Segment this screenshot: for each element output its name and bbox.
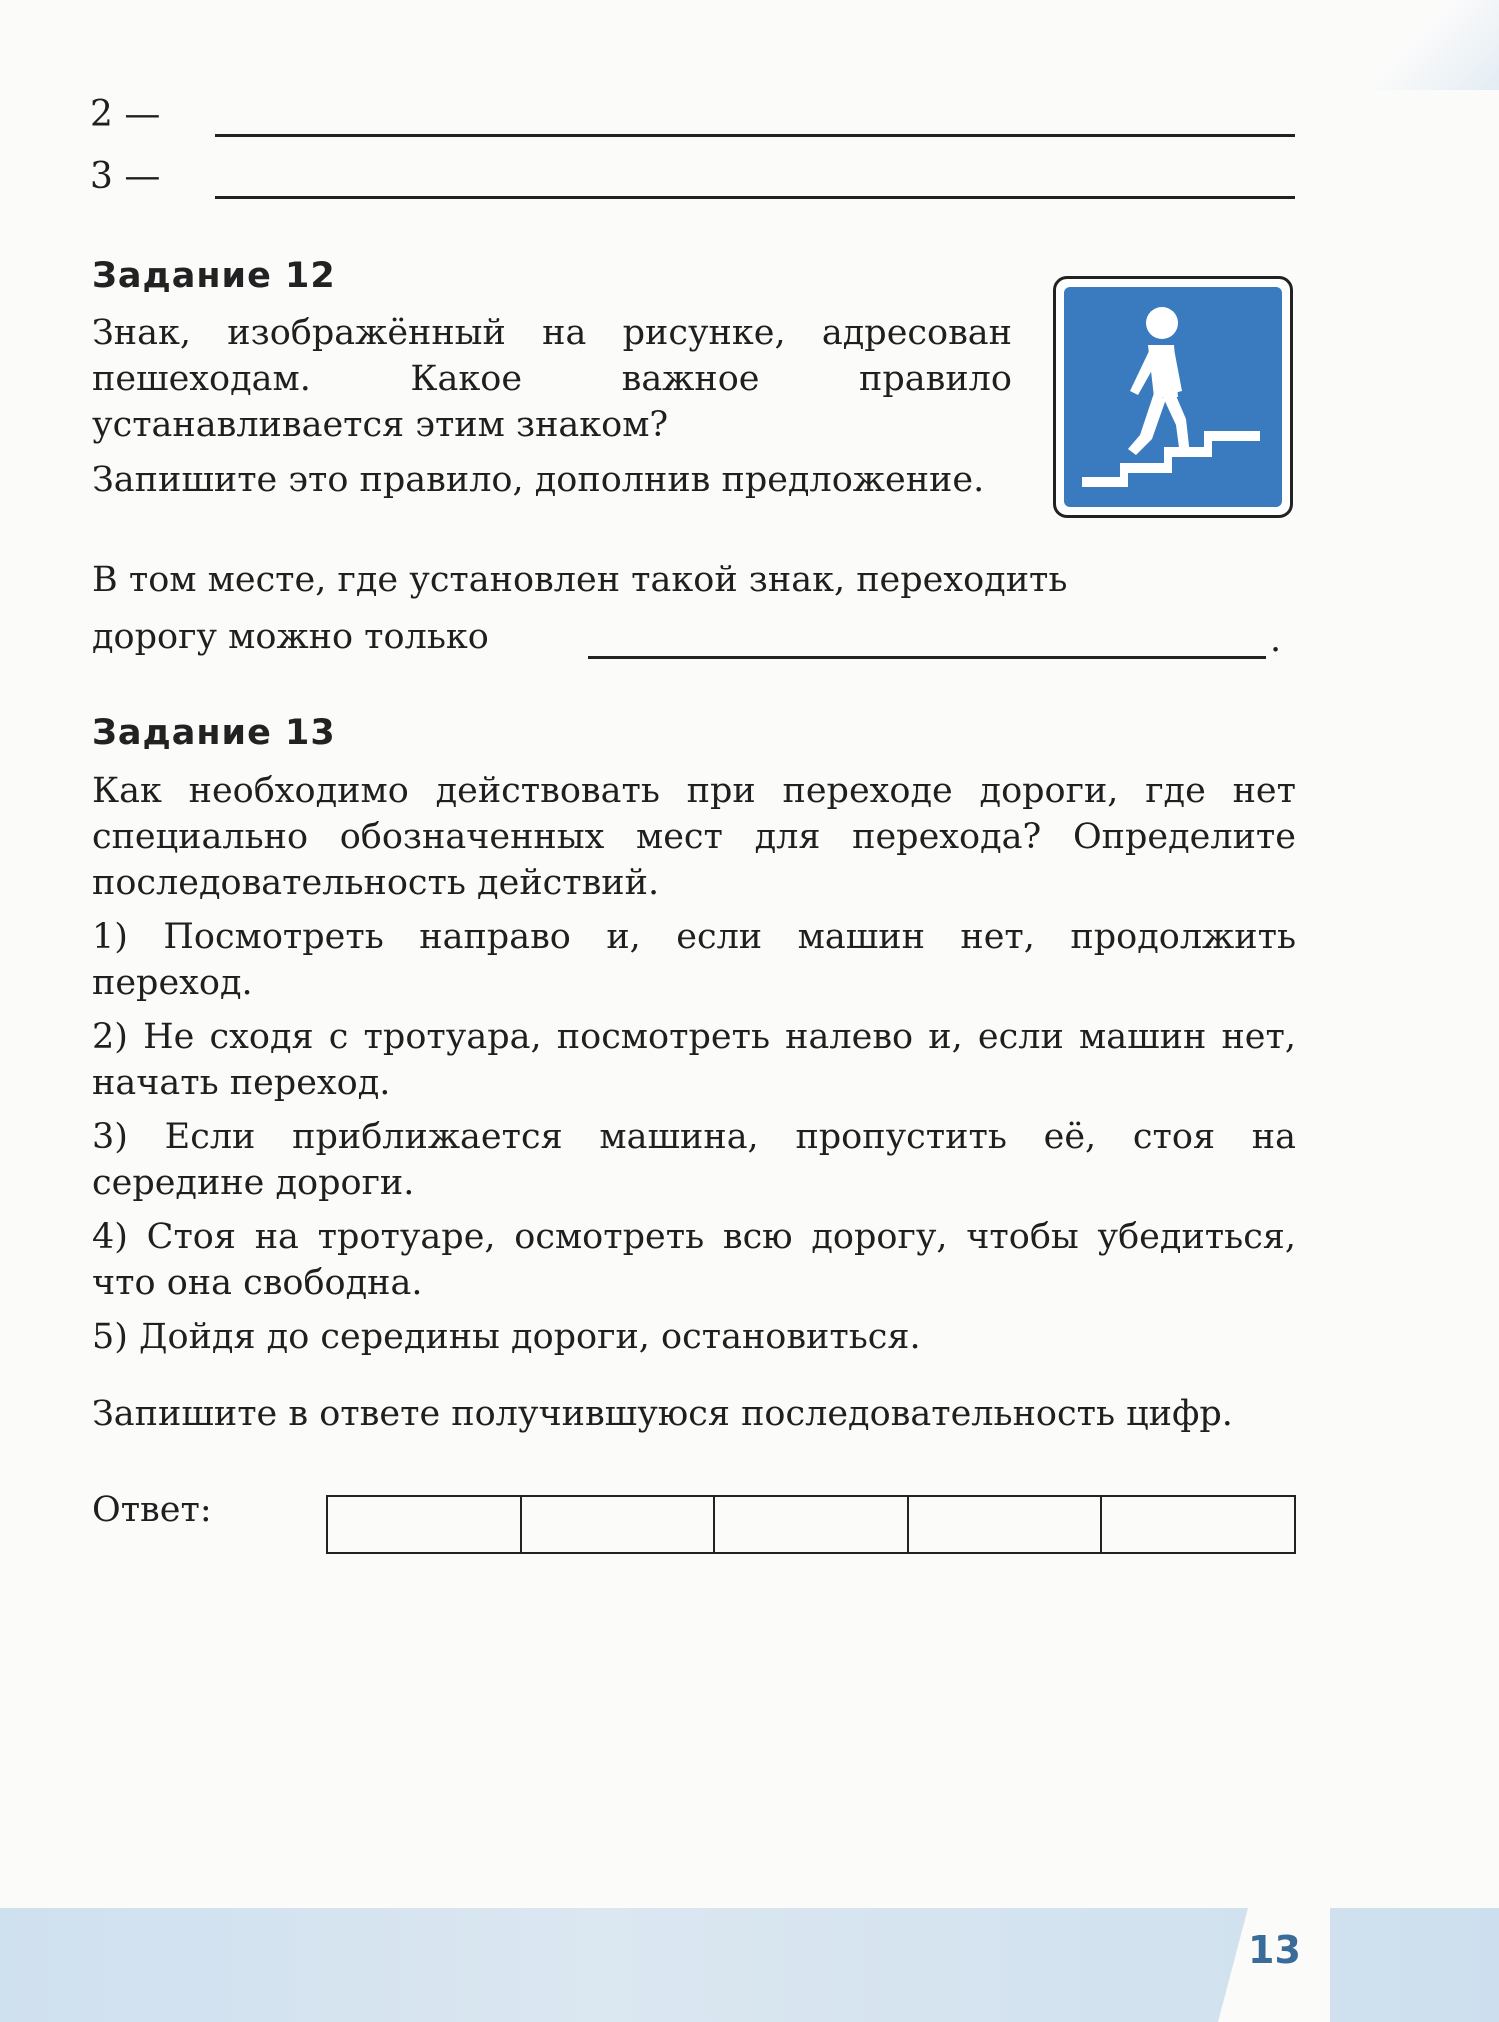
answer-fill-line[interactable]: [588, 656, 1266, 659]
task-13-heading: Задание 13: [92, 713, 336, 753]
list-item: 5) Дойдя до середины дороги, остановиться.: [92, 1317, 921, 1357]
underground-crossing-sign: [1053, 276, 1293, 518]
pedestrian-stairs-icon: [1064, 287, 1282, 507]
write-line[interactable]: [215, 196, 1295, 199]
task-12-instruction: Запишите это правило, дополнив предложение.: [92, 460, 985, 500]
line-number: 2 —: [90, 94, 161, 135]
task-12-question: Знак, изображённый на рисунке, адресован пешеходам. Какое важное правило устанавливается этим знаком?: [92, 313, 1012, 445]
task-12-sentence-line-2: дорогу можно только: [92, 617, 489, 657]
answer-cells: [326, 1495, 1296, 1554]
answer-cell-3[interactable]: [715, 1497, 909, 1552]
write-line[interactable]: [215, 134, 1295, 137]
list-item: 4) Стоя на тротуаре, осмотреть всю дорогу, чтобы убедиться, что она свободна.: [92, 1217, 1296, 1303]
task-12-heading: Задание 12: [92, 256, 336, 296]
answer-label: Ответ:: [92, 1490, 212, 1530]
answer-cell-5[interactable]: [1102, 1497, 1294, 1552]
answer-line-3[interactable]: [90, 156, 1295, 206]
sentence-period: .: [1270, 620, 1282, 660]
list-item: 3) Если приближается машина, пропустить её, стоя на середине дороги.: [92, 1117, 1296, 1203]
answer-cell-1[interactable]: [328, 1497, 522, 1552]
corner-shade: [1359, 0, 1499, 90]
answer-line-2[interactable]: [90, 94, 1295, 144]
list-item: 1) Посмотреть направо и, если машин нет, продолжить переход.: [92, 917, 1296, 1003]
answer-cell-4[interactable]: [909, 1497, 1103, 1552]
list-item: 2) Не сходя с тротуара, посмотреть налево и, если машин нет, начать переход.: [92, 1017, 1296, 1103]
page-number: 13: [1248, 1928, 1301, 1972]
task-12-sentence-line-1: В том месте, где установлен такой знак, переходить: [92, 560, 1068, 600]
answer-cell-2[interactable]: [522, 1497, 716, 1552]
line-number: 3 —: [90, 156, 161, 197]
task-13-question: Как необходимо действовать при переходе дороги, где нет специально обозначенных мест для перехода? Определите последовательность действий.: [92, 771, 1296, 903]
task-13-instruction: Запишите в ответе получившуюся последовательность цифр.: [92, 1394, 1233, 1434]
